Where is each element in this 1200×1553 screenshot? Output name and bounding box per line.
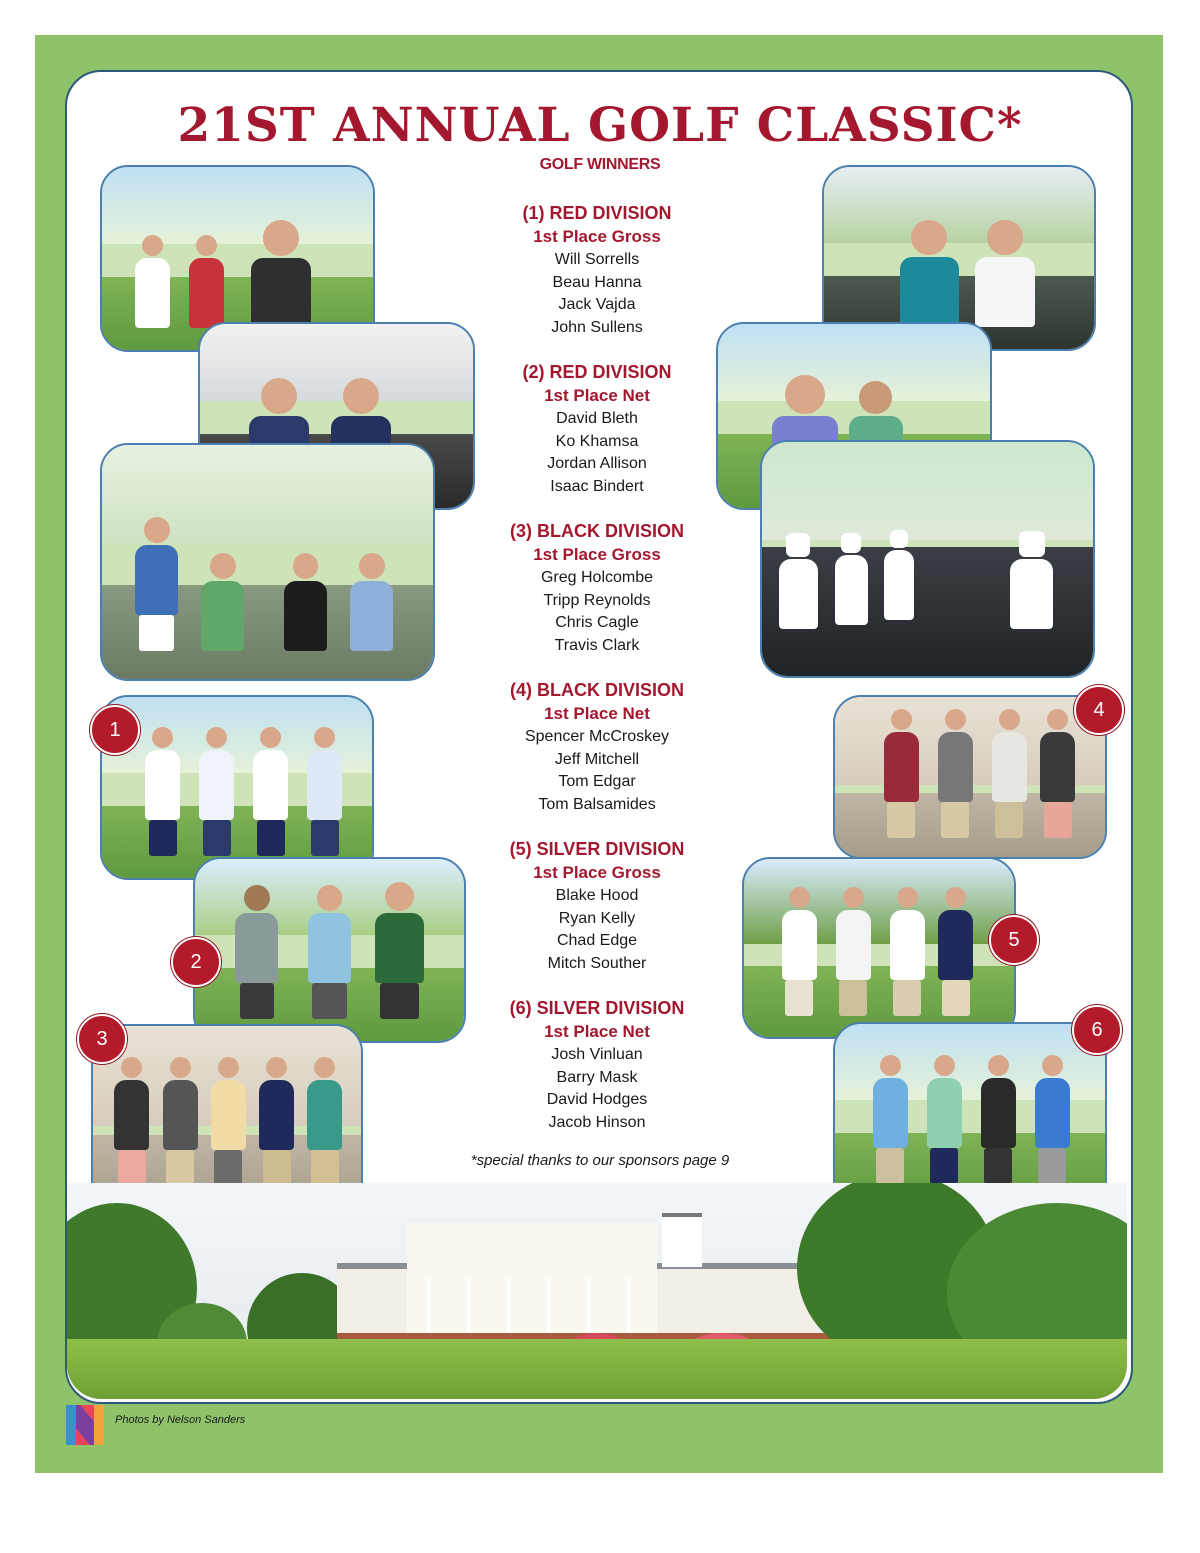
player-name: Greg Holcombe [540,569,654,586]
player-name: Ko Khamsa [555,432,639,450]
photo-credit: Photos by Nelson Sanders [115,1414,246,1426]
player-name: John Sullens [551,318,643,336]
photo-number-badge: 5 [989,915,1039,965]
division-place: 1st Place Gross [533,545,661,564]
division-name: (2) RED DIVISION [522,362,672,382]
player-name: Isaac Bindert [550,477,644,495]
event-photo [193,857,466,1043]
event-photo [760,440,1095,678]
division-block [447,520,747,679]
player-name: Chad Edge [556,932,638,949]
division-name: (5) SILVER DIVISION [509,839,685,859]
player-name: Jordan Allison [547,455,647,472]
player-name: Jack Vajda [558,296,636,313]
division-block [447,997,747,1156]
division-place: 1st Place Net [544,386,650,405]
division-place: 1st Place Net [544,704,650,723]
player-name: Ryan Kelly [558,909,636,927]
photo-number-badge: 2 [171,937,221,987]
player-name: David Hodges [546,1091,648,1108]
division-block [447,202,747,361]
division-name: (6) SILVER DIVISION [509,998,685,1018]
division-name: (4) BLACK DIVISION [509,680,684,700]
player-name: Tripp Reynolds [543,591,651,609]
player-name: Spencer McCroskey [524,728,670,745]
player-name: Jeff Mitchell [554,750,640,768]
clubhouse-photo [67,1183,1127,1399]
player-name: Josh Vinluan [551,1046,643,1063]
player-name: Chris Cagle [555,614,639,631]
photo-number-badge: 1 [90,705,140,755]
division-place: 1st Place Gross [533,863,661,882]
division-name: (1) RED DIVISION [522,203,672,223]
division-name: (3) BLACK DIVISION [509,521,684,541]
division-place: 1st Place Net [544,1022,650,1041]
player-name: Beau Hanna [552,273,642,291]
page-subtitle: GOLF WINNERS [539,156,661,173]
division-block [447,361,747,520]
player-name: Travis Clark [554,636,640,654]
photo-number-badge: 3 [77,1014,127,1064]
photo-number-badge: 4 [1074,685,1124,735]
sponsor-note: *special thanks to our sponsors page 9 [470,1152,730,1169]
event-photo [100,443,435,681]
event-photo [833,695,1107,859]
player-name: Mitch Souther [547,954,647,972]
player-name: Blake Hood [555,887,639,904]
photo-number-badge: 6 [1072,1005,1122,1055]
player-name: Jacob Hinson [548,1113,646,1131]
player-name: Barry Mask [556,1068,638,1086]
winners-list [447,202,747,1156]
player-name: David Bleth [556,410,638,427]
publisher-logo [66,1405,104,1445]
event-photo [742,857,1016,1039]
player-name: Tom Balsamides [538,795,656,813]
division-block [447,838,747,997]
page-title: 21ST ANNUAL GOLF CLASSIC* [177,98,1023,153]
division-place: 1st Place Gross [533,227,661,246]
player-name: Tom Edgar [558,773,636,790]
event-photo [833,1022,1107,1208]
division-block [447,679,747,838]
event-photo [100,695,374,880]
player-name: Will Sorrells [554,251,640,268]
